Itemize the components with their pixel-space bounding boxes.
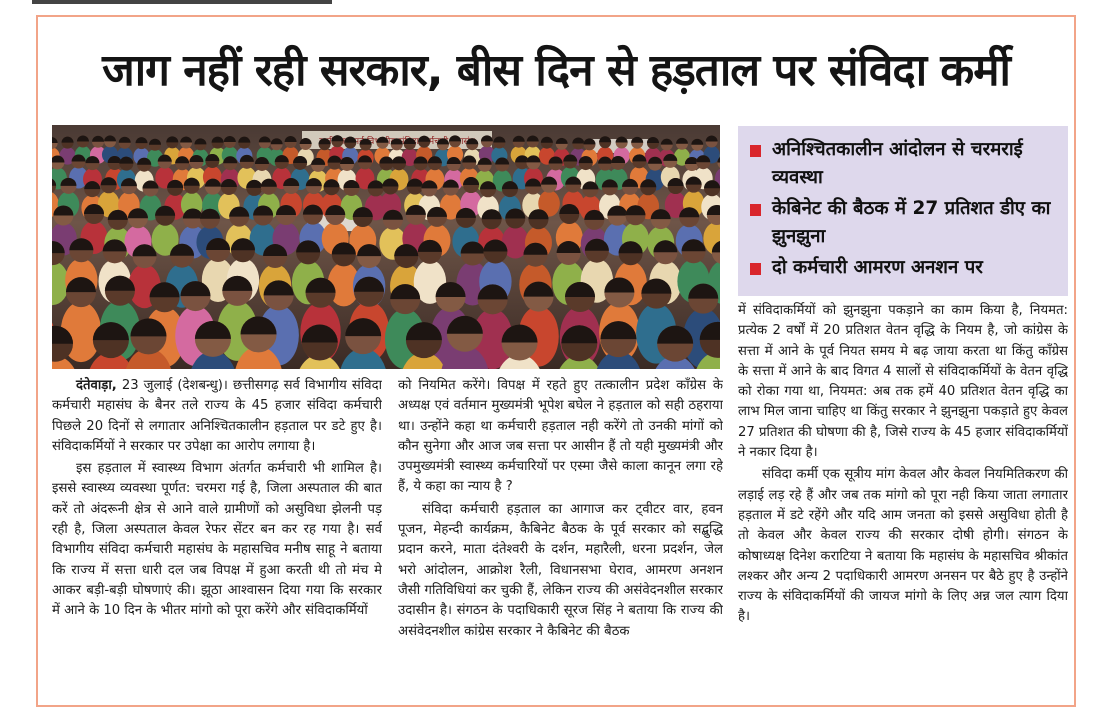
paragraph-text: 23 जुलाई (देशबन्धु)। छत्तीसगढ़ सर्व विभागीय संविदा कर्मचारी महासंघ के बैनर तले राज्य के 45 हजार संविदा कर्मचारी पिछले 20 दिनों से लगातार अनिश्चितकालीन हड़ताल पर डटे हुए है। संविदाकर्मियों ने सरकार पर उपेक्षा का आरोप लगाया है। xyxy=(52,378,382,454)
article-paragraph: को नियमित करेंगे। विपक्ष में रहते हुए तत्कालीन प्रदेश कॉंग्रेस के अध्यक्ष एवं वर्तमान मुख्यमंत्री भूपेश बघेल ने हड़ताल को सही ठहराया था। उन्होंने कहा था कर्मचारी हड़ताल नही करेंगे तो उनकी मांगों को कौन सुनेगा और आज जब सत्ता पर आसीन हैं तो यही मुख्यमंत्री और उपमुख्यमंत्री स्वास्थ्य कर्मचारियों पर एस्मा जैसे काला कानून लगा रहे हैं, ये कहा का न्याय है ? xyxy=(398,378,723,495)
headline: जाग नहीं रही सरकार, बीस दिन से हड़ताल पर संविदा कर्मी xyxy=(102,45,1010,96)
highlight-item xyxy=(750,136,1058,192)
dateline: दंतेवाड़ा, xyxy=(76,378,117,393)
top-edge xyxy=(0,0,1098,14)
news-clipping xyxy=(36,15,1076,707)
news-photo xyxy=(52,125,720,369)
crowd-photo-illustration xyxy=(52,125,720,369)
clipping-edge-mark xyxy=(32,0,332,4)
banner-text: सर्व कर्मचारी महासंघ xyxy=(353,137,475,147)
highlight-text: अनिश्चितकालीन आंदोलन से चरमराई व्यवस्था xyxy=(772,139,1023,188)
red-square-bullet-icon xyxy=(750,263,761,275)
article-paragraph xyxy=(52,376,382,457)
highlight-text: दो कर्मचारी आमरण अनशन पर xyxy=(772,257,983,278)
article-column-1 xyxy=(52,376,382,706)
article-paragraph: में संविदाकर्मियों को झुनझुना पकड़ाने का काम किया है, नियमत: प्रत्येक 2 वर्षों में 20 प्रतिशत वेतन वृद्धि के नियम है, जो कांग्रेस के सत्ता में आने के पूर्व नियत समय मे बढ़ जाया करता था किंतु कॉंग्रेस के सत्ता में आने के बाद विगत 4 सालों से संविदाकर्मियों के वेतन वृद्धि को रोका गया था, नियमत: अब तक हमें 40 प्रतिशत वेतन वृद्धि का लाभ मिल जाना चाहिए था किंतु सरकार ने झुनझुना पकड़ाते हुए केवल 27 प्रतिशत की घोषणा की है, जिसे राज्य के 45 हजार संविदाकर्मियों ने नकार दिया है। xyxy=(738,303,1068,461)
article-paragraph: संविदा कर्मचारी हड़ताल का आगाज कर ट्वीटर वार, हवन पूजन, मेहन्दी कार्यक्रम, कैबिनेट बैठक के पूर्व सरकार को सद्बुद्धि प्रदान करने, माता दंतेश्वरी के दर्शन, महारैली, धरना प्रदर्शन, जेल भरो आंदोलन, आक्रोश रैली, विधानसभा घेराव, आमरण अनशन जैसी गतिविधियां कर चुकी हैं, लेकिन राज्य की असंवेदनशील सरकार उदासीन है। संगठन के पदाधिकारी सूरज सिंह ने बताया कि राज्य की असंवेदनशील कांग्रेस सरकार ने कैबिनेट की बैठक xyxy=(398,501,723,639)
red-square-bullet-icon xyxy=(750,204,761,216)
article-paragraph: संविदा कर्मी एक सूत्रीय मांग केवल और केवल नियमितिकरण की लड़ाई लड़ रहे हैं और जब तक मांगो को पूरा नही किया जाता लगातार हड़ताल में डटे रहेंगे और यदि आम जनता को इससे असुविधा होती है तो केवल और केवल राज्य की सरकार दोषी होगी। संगठन के कोषाध्यक्ष दिनेश कराटिया ने बताया कि महासंघ के महासचिव श्रीकांत लश्कर और अन्य 2 पदाधिकारी आमरण अनसन पर बैठे हुए है उन्होंने राज्य के संविदाकर्मियों की जायज मांगो के लिए अन्न जल त्याग दिया है। xyxy=(738,467,1068,625)
red-square-bullet-icon xyxy=(750,145,761,157)
highlight-item xyxy=(750,195,1058,251)
highlight-text: केबिनेट की बैठक में 27 प्रतिशत डीए का झुनझुना xyxy=(772,198,1051,247)
article-paragraph: इस हड़ताल में स्वास्थ्य विभाग अंतर्गत कर्मचारी भी शामिल है। इससे स्वास्थ्य व्यवस्था पूर्णत: चरमरा गई है, जिला अस्पताल की बात करें तो अंदरूनी क्षेत्र से आने वाले ग्रामीणों को असुविधा झेलनी पड़ रही है, जिला अस्पताल केवल रेफर सेंटर बन कर रह गया है। सर्व विभागीय संविदा कर्मचारी महासंघ के महासचिव मनीष साहू ने बताया कि राज्य में सत्ता धारी दल जब विपक्ष में हुआ करती थी तो मंच मे आकर बड़ी-बड़ी घोषणाएं की। झूठा आश्वासन दिया गया कि सरकार में आने के 10 दिन के भीतर मांगो को पूरा करेंगे और संविदाकर्मियों xyxy=(52,461,382,619)
article-column-2 xyxy=(398,376,723,706)
article-column-3 xyxy=(738,301,1068,701)
highlight-item xyxy=(750,254,1058,282)
highlights-box xyxy=(738,126,1068,296)
